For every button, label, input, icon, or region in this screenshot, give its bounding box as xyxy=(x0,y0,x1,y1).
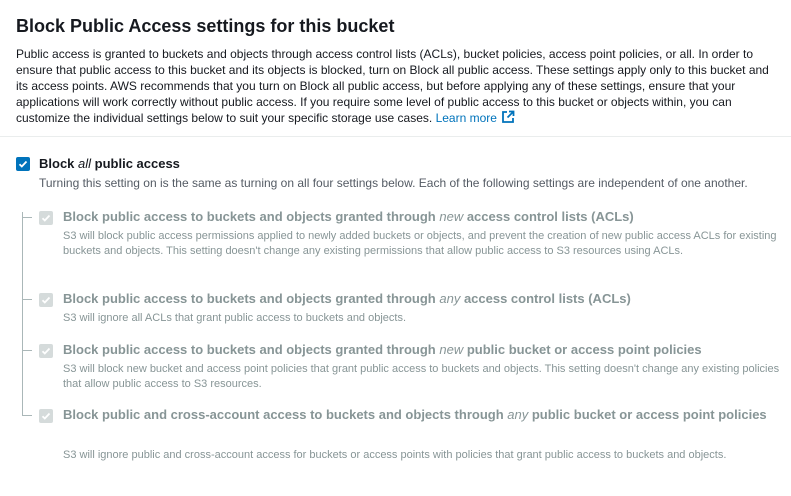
block-all-checkbox[interactable] xyxy=(16,157,30,171)
setting-any-policies-description: S3 will ignore public and cross-account access for buckets or access points with policies that grant public access to buckets and objects. xyxy=(63,449,727,461)
setting-new-policies-checkbox[interactable] xyxy=(39,344,53,358)
setting-new-policies-label: Block public access to buckets and objects granted through new public bucket or access point policies xyxy=(63,342,702,357)
learn-more-label: Learn more xyxy=(435,111,497,125)
tree-connector xyxy=(22,212,23,416)
checkmark-icon xyxy=(41,411,51,421)
checkmark-icon xyxy=(41,295,51,305)
setting-any-acls-label: Block public access to buckets and objects granted through any access control lists (ACLs) xyxy=(63,291,631,306)
setting-any-policies-label: Block public and cross-account access to buckets and objects through any public bucket or access point policies xyxy=(63,407,767,422)
section-description-text: Public access is granted to buckets and objects through access control lists (ACLs), bucket policies, access point policies, or all. In order to ensure that public access to this bucket and its objects is blocked, turn on Block all public access. These settings apply only to this bucket and its access points. AWS recommends that you turn on Block all public access, but before applying any of these settings, ensure that your applications will work correctly without public access. If you require some level of public access to this bucket or objects within, you can customize the individual settings below to suit your specific storage use cases. xyxy=(16,47,769,125)
setting-any-acls-description: S3 will ignore all ACLs that grant public access to buckets and objects. xyxy=(63,312,407,324)
external-link-icon xyxy=(501,110,515,124)
section-divider xyxy=(0,136,791,137)
setting-new-acls-description: S3 will block public access permissions applied to newly added buckets or objects, and prevent the creation of new public access ACLs for existing buckets and objects. This setting doesn't change any existing permissions that allow public access to S3 resources using ACLs. xyxy=(63,230,777,257)
checkmark-icon xyxy=(18,159,28,169)
setting-new-acls-label: Block public access to buckets and objects granted through new access control lists (ACLs) xyxy=(63,209,634,224)
section-description xyxy=(16,46,775,126)
block-all-description: Turning this setting on is the same as turning on all four settings below. Each of the following settings are independent of one another. xyxy=(39,176,748,190)
checkmark-icon xyxy=(41,346,51,356)
setting-any-acls-checkbox[interactable] xyxy=(39,293,53,307)
checkmark-icon xyxy=(41,213,51,223)
setting-new-acls-checkbox[interactable] xyxy=(39,211,53,225)
section-header xyxy=(0,0,791,126)
block-all-label[interactable]: Block all public access xyxy=(39,156,180,171)
learn-more-link[interactable] xyxy=(436,111,515,125)
setting-any-policies-checkbox[interactable] xyxy=(39,409,53,423)
section-title: Block Public Access settings for this bucket xyxy=(16,16,395,36)
setting-new-policies-description: S3 will block new bucket and access point policies that grant public access to buckets and objects. This setting doesn't change any existing policies that allow public access to S3 resources. xyxy=(63,363,780,390)
block-all-public-access xyxy=(16,155,781,191)
